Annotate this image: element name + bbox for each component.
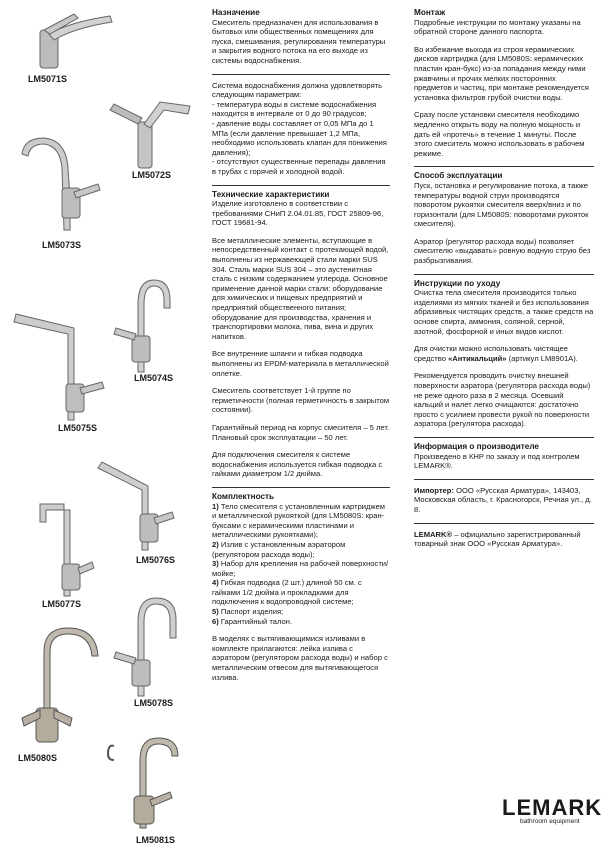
cleaner-pre: Для очистки можно использовать чистящее средство — [414, 344, 568, 363]
kit-item-text: Набор для крепления на рабочей поверхности/мойке; — [212, 559, 389, 578]
faucet-lm5072s-icon — [98, 92, 194, 170]
faucet-image-lm5074s — [108, 274, 178, 374]
cleaner-name: «Антикальций» — [448, 353, 507, 363]
faucet-lm5073s-icon — [14, 128, 106, 232]
cleaner-post: (артикул LM8901A). — [506, 353, 578, 363]
brand-description: – официально зарегистрированный товарный знак ООО «Русская Арматура». — [414, 529, 581, 549]
faucet-image-lm5080s — [16, 622, 108, 746]
faucet-lm5076s-icon — [92, 456, 176, 552]
kit-list — [212, 502, 390, 627]
section-heading: Информация о производителе — [414, 437, 594, 452]
brand-label: LEMARK® — [414, 529, 453, 539]
importer-label: Импортер: — [414, 485, 454, 495]
faucet-image-lm5081s — [100, 730, 184, 830]
kit-item-text: Гибкая подводка (2 шт.) длиной 50 см. с гайками 1/2 дюйма и прокладками для подключения к водопроводной системе; — [212, 578, 362, 607]
product-label: LM5074S — [134, 373, 174, 383]
group-text: Смеситель соответствует 1-й группе по герметичности (полная герметичность в закрытом состоянии). — [212, 386, 390, 415]
faucet-lm5078s-icon — [104, 594, 184, 698]
faucet-lm5071s-icon — [30, 8, 125, 70]
product-label: LM5077S — [42, 599, 82, 609]
section-heading: Монтаж — [414, 8, 446, 17]
metal-text: Все металлические элементы, вступающие в непосредственный контакт с протекающей водой, выполнены из нержавеющей стали марки SUS 304. Сталь марки SUS 304 – это аустенитная сталь с низким содержанием углерода. Основное применение данной марки стали: оборудование для химических и пищевых предприятий и предприятий общественного питания; оборудование для производства, хранения и транспортировки молока, пива, вина и других напитков. — [212, 235, 389, 341]
kit-item-number: 1) — [212, 501, 219, 511]
lemark-logo — [502, 795, 603, 828]
kit-item-number: 2) — [212, 539, 219, 549]
divider — [414, 523, 594, 524]
clean-recommendation-text: Рекомендуется проводить очистку внешней поверхности аэратора (регулятора расхода воды) не реже одного раза в 2 месяца. Осевший кальций и налет легко очищаются: достаточно просто с усилием провести рукой по поверхности аэратора (регулятора расхода). — [414, 371, 591, 429]
section-heading: Назначение — [212, 8, 260, 17]
info-column-middle — [212, 8, 390, 690]
specs-text: Изделие изготовлено в соответствии с требованиями СНиП 2.04.01.85, ГОСТ 25809-96, ГОСТ 19681-94. — [212, 199, 384, 228]
section-heading: Комплектность — [212, 487, 390, 502]
cleaner-text — [414, 344, 594, 363]
logo-wordmark: LEMARK — [502, 795, 603, 820]
product-label: LM5071S — [28, 74, 68, 84]
faucet-image-lm5077s — [34, 492, 96, 598]
divider — [212, 74, 390, 75]
faucet-image-lm5075s — [10, 304, 108, 422]
protect-text: Во избежание выхода из строя керамических дисков картриджа (для LM5080S: керамических пластин кран-букс) из-за попадания между ними ржавчины и прочих мелких посторонних предметов и частиц, при монтаже рекомендуется установка фильтров грубой очистки воды. — [414, 44, 589, 102]
kit-item-text: Тело смесителя с установленным картриджем и металлической рукояткой (для LM5080S: кран-буксами с керамическими пластинами и металлическими рукоятками); — [212, 501, 386, 540]
importer-text — [414, 486, 594, 515]
brand-text — [414, 530, 594, 549]
product-label: LM5076S — [136, 555, 176, 565]
use-text: Пуск, остановка и регулирование потока, а также температуры водной струи производятся поворотом рукоятки смесителя вверх/вниз и по горизонтали (для LM5080S: поворотами рукояток смесителя). — [414, 180, 589, 229]
maker-text: Произведено в КНР по заказу и под контролем LEMARK®. — [414, 451, 580, 471]
kit-item-text: Излив с установленным аэратором (регулятором расхода воды); — [212, 539, 346, 559]
faucet-image-lm5078s — [104, 594, 184, 698]
faucet-image-lm5071s — [30, 8, 125, 70]
mount-text: Подробные инструкции по монтажу указаны на обратной стороне данного паспорта. — [414, 17, 581, 37]
kit-item-number: 3) — [212, 559, 219, 569]
connect-text: Для подключения смесителя к системе водоснабжения используется гибкая подводка с гайками диаметром 1/2 дюйма. — [212, 450, 383, 479]
product-label: LM5080S — [18, 753, 58, 763]
hoses-text: Все внутренние шланги и гибкая подводка выполнены из EPDM-материала в металлической оплетке. — [212, 349, 389, 378]
kit-item-number: 4) — [212, 578, 219, 588]
faucet-lm5077s-icon — [34, 492, 96, 598]
product-label: LM5073S — [42, 240, 82, 250]
faucet-image-lm5076s — [92, 456, 176, 552]
faucet-image-lm5073s — [14, 128, 106, 232]
faucet-image-lm5072s — [98, 92, 194, 170]
product-label: LM5072S — [132, 170, 172, 180]
importer-address: ООО «Русская Арматура», 143403, Московская область, г. Красногорск, Речная ул., д. 8. — [414, 485, 592, 514]
water-system-text: Система водоснабжения должна удовлетворять следующим параметрам: - температура воды в системе водоснабжения находится в интервале от 0 до 90 градусов; - давление воды составляет от 0,05 МПа до 1 МПа (если давление превышает 1,2 МПа, необходимо использовать клапан для понижения давления); - отсутствуют существенные перепады давления в трубах с горячей и холодной водой. — [212, 80, 387, 176]
warranty-text: Гарантийный период на корпус смесителя – 5 лет. Плановый срок эксплуатации – 50 лет. — [212, 422, 390, 442]
divider — [414, 479, 594, 480]
section-heading: Технические характеристики — [212, 185, 390, 200]
aerator-text: Аэратор (регулятор расхода воды) позволяет смесителю «выдавать» ровную водную струю без разбрызгивания. — [414, 236, 591, 266]
pullout-text: В моделях с вытягивающимися изливами в комплекте прилагаются: лейка излива с аэратором (регулятором расхода воды) и набор с металлическим отвесом для вытягивающегося излива. — [212, 634, 388, 682]
faucet-lm5074s-icon — [108, 274, 178, 374]
kit-item-number: 6) — [212, 616, 219, 626]
faucet-lm5081s-icon — [100, 730, 184, 830]
logo-tagline: bathroom equipment — [520, 818, 580, 825]
flush-text: Сразу после установки смесителя необходимо медленно открыть воду на полную мощность и дать ей «протечь» в течение 1 минуты. После этого смеситель можно использовать в рабочем режиме. — [414, 110, 585, 158]
kit-item-text: Гарантийный талон. — [218, 616, 293, 626]
product-label: LM5081S — [136, 835, 176, 845]
section-heading: Инструкции по уходу — [414, 274, 594, 289]
section-heading: Способ эксплуатации — [414, 166, 594, 181]
product-label: LM5075S — [58, 423, 98, 433]
kit-item-text: Паспорт изделия; — [218, 607, 284, 617]
care-text: Очистка тела смесителя производится только изделиями из мягких тканей и без использования абразивных чистящих средств, а также средств на основе спирта, аммония, соляной, серной, азотной, фосфорной и иных видов кислот. — [414, 288, 594, 336]
faucet-lm5075s-icon — [10, 304, 108, 422]
kit-item-number: 5) — [212, 607, 219, 617]
product-label: LM5078S — [134, 698, 174, 708]
faucet-lm5080s-icon — [16, 622, 108, 746]
info-column-right — [414, 8, 594, 557]
purpose-text: Смеситель предназначен для использования в бытовых или общественных помещениях для пуска, смешивания, регулирования температуры и закрытия водного потока на его выходе из системы водоснабжения. — [212, 17, 386, 65]
